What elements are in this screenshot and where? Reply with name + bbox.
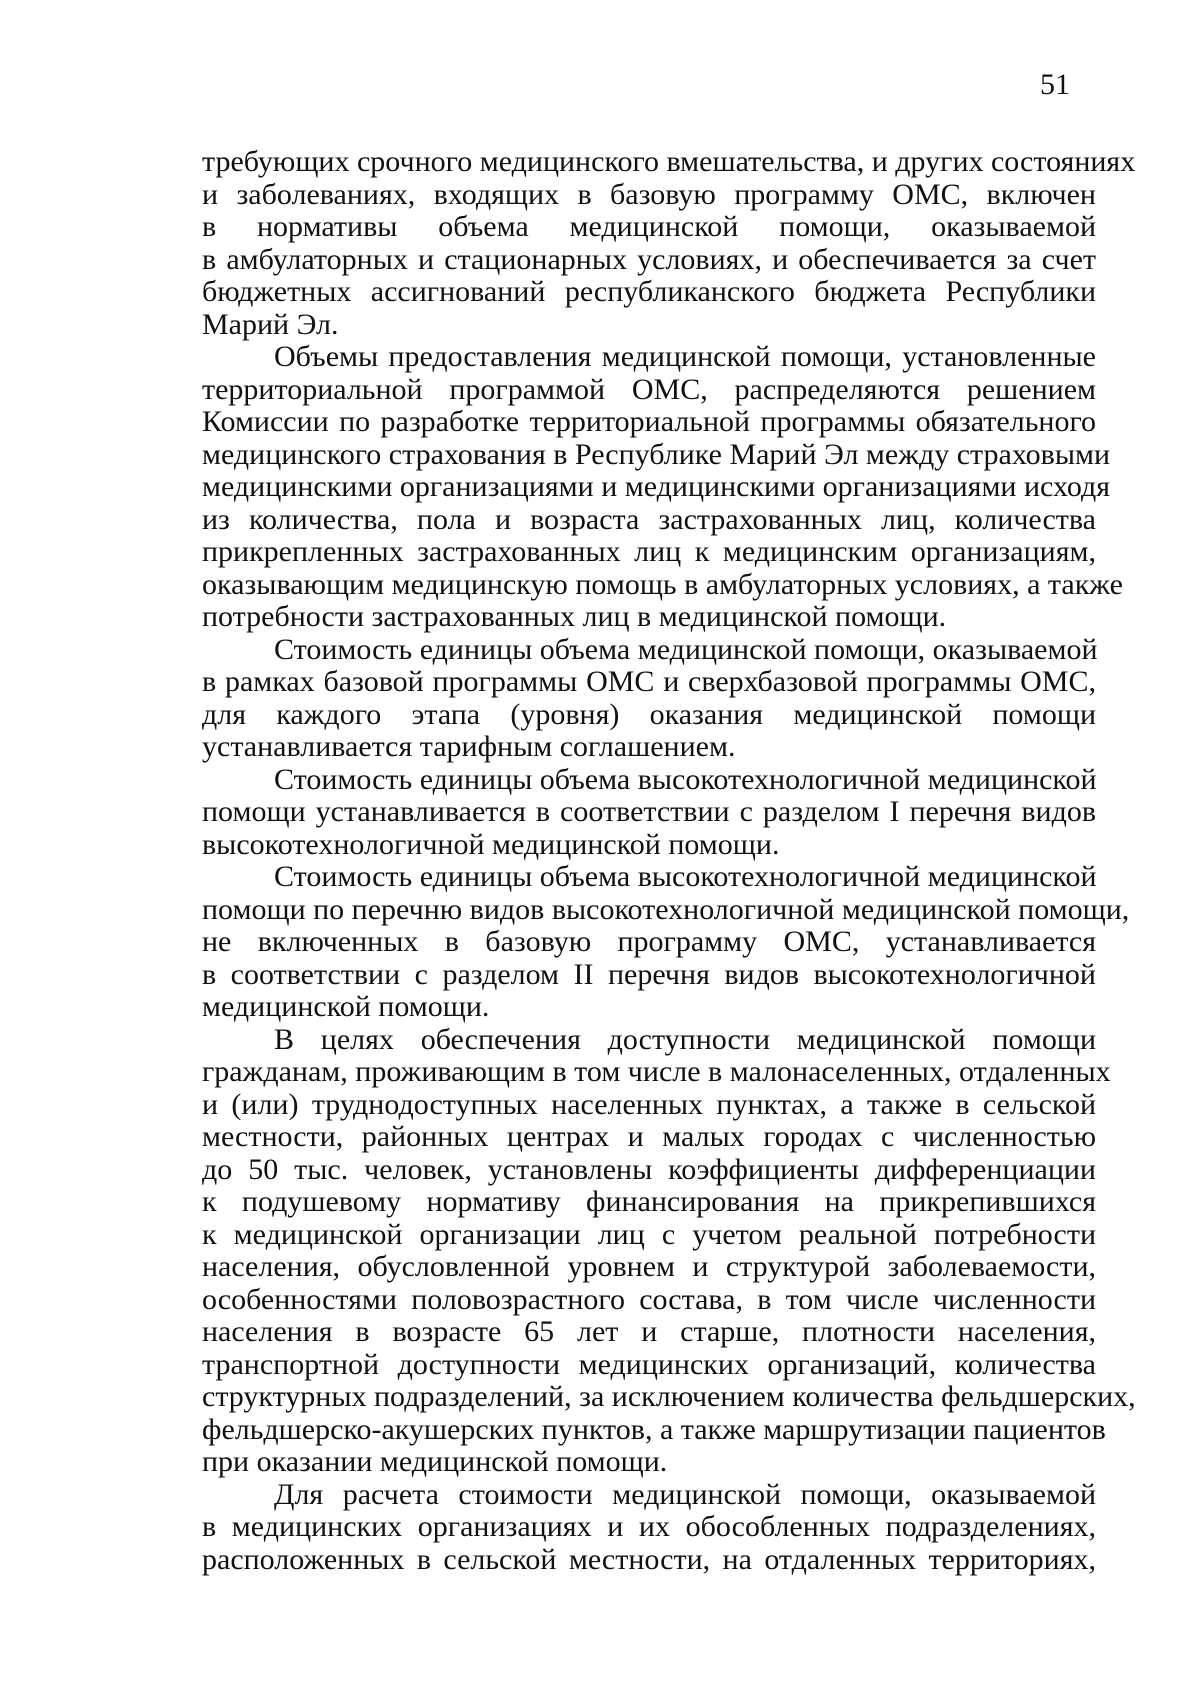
page-number: 51 [1040,68,1070,101]
text-line: Стоимость единицы объема высокотехнологичной медицинской [274,860,1097,893]
paragraph [202,340,1123,634]
paragraph [202,1022,1136,1479]
text-line: в рамках базовой программы ОМС и сверхбазовой программы ОМС, [202,665,1096,698]
text-line: не включенных в базовую программу ОМС, устанавливается [202,925,1096,958]
text-line: транспортной доступности медицинских организаций, количества [202,1347,1096,1381]
text-line: в нормативы объема медицинской помощи, оказываемой [202,210,1096,243]
text-line: населения, обусловленной уровнем и структурой заболеваемости, [202,1250,1096,1283]
text-line: в амбулаторных и стационарных условиях, и обеспечивается за счет [202,242,1096,276]
text-line: к медицинской организации лиц с учетом реальной потребности [202,1217,1096,1251]
paragraph [202,860,1130,1024]
text-line: местности, районных центрах и малых городах с численностью [202,1120,1096,1153]
text-line: Стоимость единицы объема высокотехнологичной медицинской [274,762,1097,796]
text-line: помощи устанавливается в соответствии с разделом I перечня видов [202,795,1096,828]
text-line: для каждого этапа (уровня) оказания медицинской помощи [202,697,1096,731]
text-line: потребности застрахованных лиц в медицинской помощи. [202,600,947,633]
text-line: территориальной программой ОМС, распределяются решением [202,372,1096,406]
text-line: структурных подразделений, за исключением количества фельдшерских, [202,1380,1136,1413]
text-line: гражданам, проживающим в том числе в малонаселенных, отдаленных [202,1055,1111,1088]
text-line: бюджетных ассигнований республиканского бюджета Республики [202,275,1096,308]
text-line: особенностями половозрастного состава, в том числе численности [202,1282,1096,1316]
text-line: Марий Эл. [202,307,339,341]
text-line: медицинскими организациями и медицинскими организациями исходя [202,470,1111,503]
text-line: Для расчета стоимости медицинской помощи, оказываемой [274,1477,1096,1511]
text-line: оказывающим медицинскую помощь в амбулаторных условиях, а также [202,567,1123,601]
text-line: в соответствии с разделом II перечня видов высокотехнологичной [202,957,1096,991]
text-line: высокотехнологичной медицинской помощи. [202,827,780,861]
text-line: Стоимость единицы объема медицинской помощи, оказываемой [274,632,1098,666]
document-body [202,145,1136,1576]
paragraph [202,145,1136,341]
text-line: расположенных в сельской местности, на отдаленных территориях, [202,1542,1096,1576]
text-line: медицинского страхования в Республике Марий Эл между страховыми [202,437,1111,471]
text-line: к подушевому нормативу финансирования на прикрепившихся [202,1185,1096,1218]
text-line: помощи по перечню видов высокотехнологичной медицинской помощи, [202,892,1130,926]
text-line: до 50 тыс. человек, установлены коэффициенты дифференциации [202,1152,1096,1186]
text-line: требующих срочного медицинского вмешательства, и других состояниях [202,145,1136,178]
text-line: В целях обеспечения доступности медицинской помощи [274,1022,1096,1056]
paragraph [202,634,1096,764]
text-line: населения в возрасте 65 лет и старше, плотности населения, [202,1315,1096,1348]
text-line: и (или) труднодоступных населенных пунктах, а также в сельской [202,1087,1096,1121]
text-line: Объемы предоставления медицинской помощи, установленные [274,340,1096,373]
paragraph [202,1479,1096,1577]
text-line: при оказании медицинской помощи. [202,1445,668,1478]
text-line: в медицинских организациях и их обособленных подразделениях, [202,1510,1096,1543]
text-line: Комиссии по разработке территориальной программы обязательного [202,405,1096,438]
text-line: и заболеваниях, входящих в базовую программу ОМС, включен [202,177,1096,211]
paragraph [202,764,1096,862]
text-line: из количества, пола и возраста застрахованных лиц, количества [202,502,1096,536]
text-line: прикрепленных застрахованных лиц к медицинским организациям, [202,535,1096,568]
text-line: устанавливается тарифным соглашением. [202,730,736,763]
text-line: фельдшерско-акушерских пунктов, а также маршрутизации пациентов [202,1412,1106,1446]
text-line: медицинской помощи. [202,990,490,1023]
